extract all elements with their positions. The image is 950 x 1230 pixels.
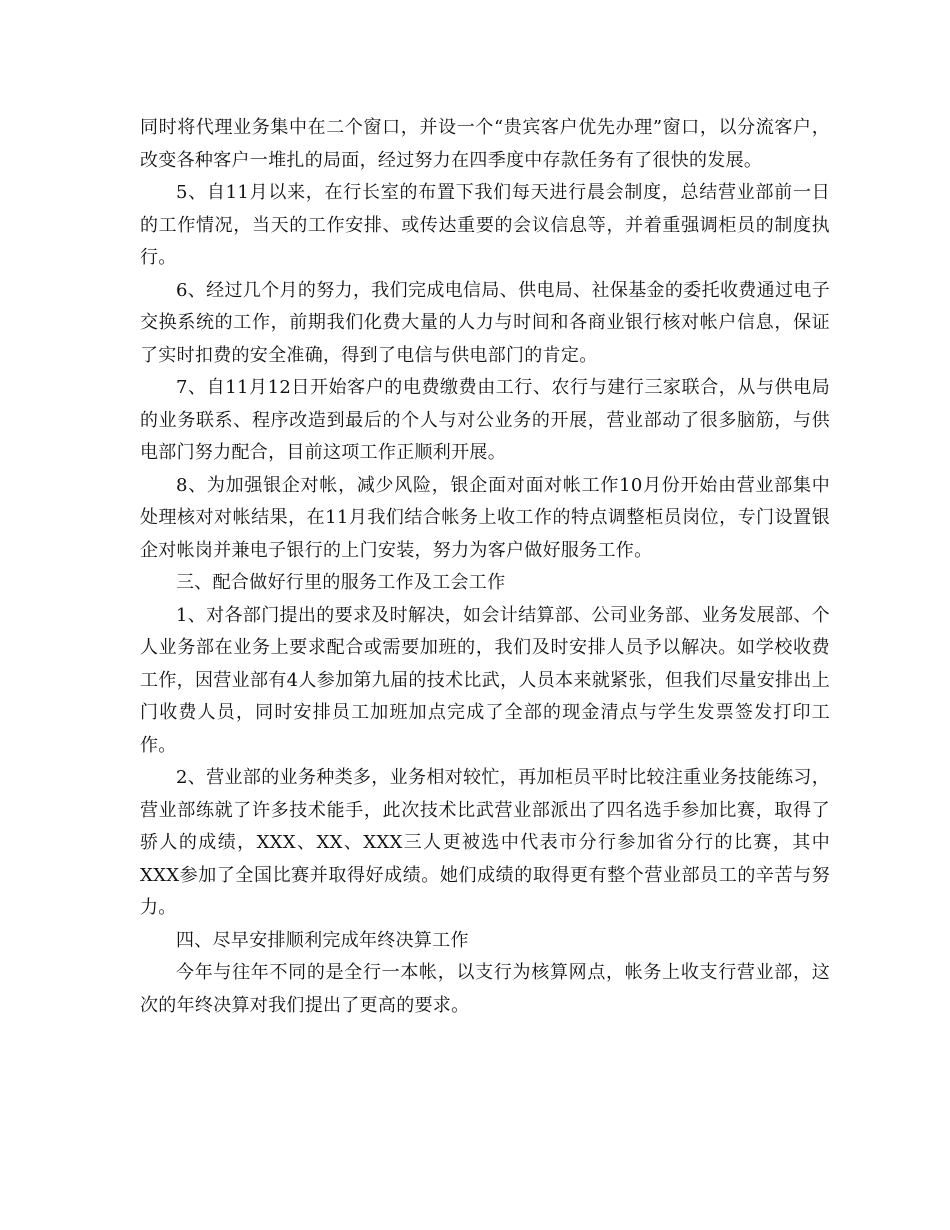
paragraph-section3-item-1: 1、对各部门提出的要求及时解决，如会计结算部、公司业务部、业务发展部、个人业务部在业务上要求配合或需要加班的，我们及时安排人员予以解决。如学校收费工作，因营业部有4人参加第九届的技术比武，人员本来就紧张，但我们尽量安排出上门收费人员，同时安排员工加班加点完成了全部的现金清点与学生发票签发打印工作。 xyxy=(140,604,830,756)
section-heading-3: 三、配合做好行里的服务工作及工会工作 xyxy=(176,572,506,593)
paragraph-continuation: 同时将代理业务集中在二个窗口，并设一个“贵宾客户优先办理”窗口，以分流客户，改变各种客户一堆扎的局面，经过努力在四季度中存款任务有了很快的发展。 xyxy=(140,117,830,171)
paragraph-item-6: 6、经过几个月的努力，我们完成电信局、供电局、社保基金的委托收费通过电子交换系统的工作，前期我们化费大量的人力与时间和各商业银行核对帐户信息，保证了实时扣费的安全准确，得到了电信与供电部门的肯定。 xyxy=(140,279,830,366)
document-body xyxy=(140,112,830,1022)
paragraph-section4-intro: 今年与往年不同的是全行一本帐，以支行为核算网点，帐务上收支行营业部，这次的年终决算对我们提出了更高的要求。 xyxy=(140,962,830,1016)
paragraph-item-5: 5、自11月以来，在行长室的布置下我们每天进行晨会制度，总结营业部前一日的工作情况，当天的工作安排、或传达重要的会议信息等，并着重强调柜员的制度执行。 xyxy=(140,182,830,268)
paragraph-section3-item-2: 2、营业部的业务种类多，业务相对较忙，再加柜员平时比较注重业务技能练习，营业部练就了许多技术能手，此次技术比武营业部派出了四名选手参加比赛，取得了骄人的成绩，XXX、XX、XXX三人更被选中代表市分行参加省分行的比赛，其中XXX参加了全国比赛并取得好成绩。她们成绩的取得更有整个营业部员工的辛苦与努力。 xyxy=(140,767,830,918)
paragraph-item-7: 7、自11月12日开始客户的电费缴费由工行、农行与建行三家联合，从与供电局的业务联系、程序改造到最后的个人与对公业务的开展，营业部动了很多脑筋，与供电部门努力配合，目前这项工作正顺利开展。 xyxy=(140,377,830,463)
section-heading-4: 四、尽早安排顺利完成年终决算工作 xyxy=(176,929,469,951)
paragraph-item-8: 8、为加强银企对帐，减少风险，银企面对面对帐工作10月份开始由营业部集中处理核对对帐结果，在11月我们结合帐务上收工作的特点调整柜员岗位，专门设置银企对帐岗并兼电子银行的上门安装，努力为客户做好服务工作。 xyxy=(140,474,830,561)
